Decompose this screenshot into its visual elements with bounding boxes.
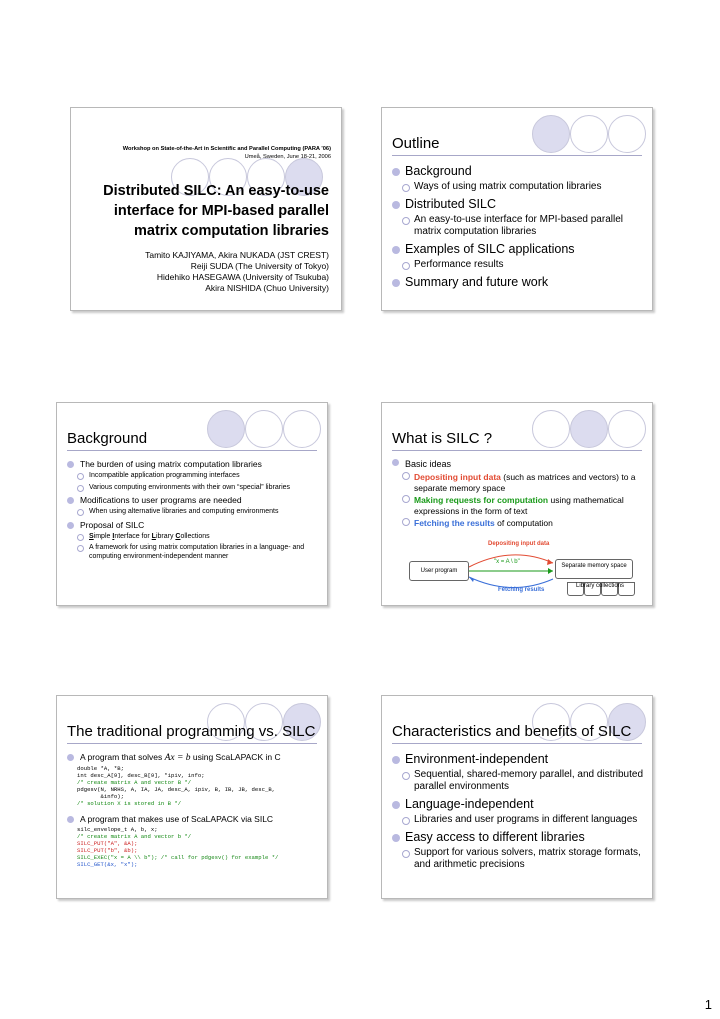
author: Reiji SUDA (The University of Tokyo) — [190, 261, 329, 271]
silc-diagram — [382, 539, 652, 605]
title-divider — [392, 743, 642, 744]
bullet: A program that makes use of ScaLAPACK via SILC — [67, 814, 319, 824]
bullet — [67, 752, 319, 763]
fetching-label: Fetching results — [498, 587, 545, 593]
slide-title-text: What is SILC ? — [392, 430, 493, 447]
code-line-put: SILC_PUT("A", &A); — [77, 840, 138, 848]
decor-circle — [570, 115, 608, 153]
slide-title-text: The traditional programming vs. SILC — [67, 723, 316, 740]
decor-circle — [532, 115, 570, 153]
author: Akira NISHIDA (Chuo University) — [205, 283, 329, 293]
sub-bullet: Libraries and user programs in different languages — [392, 814, 644, 826]
code-line-exec: SILC_EXEC("x = A \\ b"); /* call for pdgesv() for example */ — [77, 854, 279, 862]
code-line: silc_envelope_t A, b, x; — [77, 826, 158, 834]
sub-bullet: When using alternative libraries and computing environments — [67, 508, 319, 517]
bullet: Background — [392, 164, 644, 178]
title-divider — [67, 743, 317, 744]
sub-bullet: An easy-to-use interface for MPI-based parallel matrix computation libraries — [392, 214, 644, 238]
slide-body — [392, 459, 644, 531]
code-line: double *A, *B; — [77, 765, 124, 772]
bullet: Modifications to user programs are needed — [67, 495, 319, 505]
highlight-deposit: Depositing input data — [414, 472, 501, 482]
decor-circle — [608, 115, 646, 153]
bullet: Basic ideas — [392, 459, 644, 470]
presentation-title: Distributed SILC: An easy-to-use interface for MPI-based parallel matrix computation libraries — [103, 183, 329, 239]
slide-characteristics — [381, 695, 653, 899]
code-line: &info); — [77, 792, 124, 800]
title-divider — [67, 450, 317, 451]
sub-bullet — [392, 518, 644, 529]
bullet: Environment-independent — [392, 752, 644, 766]
slide-body — [392, 752, 644, 875]
bullet-text: A program that solves — [80, 752, 165, 762]
sub-bullet: Sequential, shared-memory parallel, and distributed parallel environments — [392, 769, 644, 793]
author-list — [145, 250, 329, 294]
sub-bullet — [392, 472, 644, 493]
acronym-letter: L — [151, 532, 156, 540]
slide-outline — [381, 107, 653, 311]
bullet: Summary and future work — [392, 275, 644, 289]
sub-bullet: Performance results — [392, 259, 644, 271]
code-comment: /* create matrix A and vector B */ — [77, 778, 192, 786]
slide-title-text: Background — [67, 430, 148, 447]
sub-bullet — [67, 533, 319, 542]
decor-circle — [532, 410, 570, 448]
slide-background — [56, 402, 328, 606]
sub-bullet: Support for various solvers, matrix storage formats, and arithmetic precisions — [392, 847, 644, 871]
bullet: Distributed SILC — [392, 197, 644, 211]
highlight-compute: Making requests for computation — [414, 495, 549, 505]
decor-circle — [207, 410, 245, 448]
author: Hidehiko HASEGAWA (University of Tsukuba) — [156, 272, 329, 282]
author: Tamito KAJIYAMA, Akira NUKADA (JST CREST) — [145, 250, 329, 260]
workshop-line: Workshop on State-of-the-Art in Scientific and Parallel Computing (PARA '06) — [122, 146, 331, 152]
code-silc — [77, 827, 319, 868]
decor-circle — [283, 410, 321, 448]
code-line-put: SILC_PUT("b", &b); — [77, 847, 138, 855]
bullet: Examples of SILC applications — [392, 242, 644, 256]
slide-title-text: Characteristics and benefits of SILC — [392, 723, 632, 740]
page-number: 1 — [704, 997, 712, 1012]
acronym-letter: I — [112, 532, 115, 540]
sub-bullet: A framework for using matrix computation libraries in a language- and computing environment-independent manner — [67, 544, 319, 561]
sub-bullet-text: (such as matrices and vectors) to a separate memory space — [414, 472, 636, 493]
acronym-letter: C — [175, 532, 181, 540]
code-line: pdgesv(N, NRHS, A, IA, JA, desc_A, ipiv, B, IB, JB, desc_B, — [77, 785, 276, 793]
equation: Ax = b — [164, 753, 191, 763]
title-divider — [392, 155, 642, 156]
depositing-label: Depositing input data — [488, 541, 550, 547]
decor-circle — [245, 410, 283, 448]
acronym-text: ollections — [180, 532, 210, 540]
decor-circle — [570, 410, 608, 448]
acronym-text: nterface for — [114, 532, 152, 540]
acronym-text: imple — [93, 532, 113, 540]
decor-circle — [608, 410, 646, 448]
bullet: Proposal of SILC — [67, 520, 319, 530]
library-label: Library collections — [575, 583, 625, 589]
bullet: The burden of using matrix computation libraries — [67, 459, 319, 469]
code-comment: /* create matrix A and vector b */ — [77, 833, 192, 841]
code-scalapack — [77, 766, 319, 807]
sub-bullet-text: using mathematical expressions in the form of text — [414, 495, 624, 516]
memory-space-box: Separate memory space — [555, 559, 633, 579]
sub-bullet — [392, 495, 644, 516]
slide-what-is-silc — [381, 402, 653, 606]
sub-bullet: Various computing environments with their own “special” libraries — [67, 484, 319, 493]
acronym-letter: S — [89, 532, 94, 540]
code-line: int desc_A[9], desc_B[9], *ipiv, info; — [77, 771, 205, 779]
user-program-box: User program — [409, 561, 469, 581]
bullet: Easy access to different libraries — [392, 830, 644, 844]
slide-body — [67, 459, 319, 564]
code-line-get: SILC_GET(&x, "x"); — [77, 860, 138, 868]
sub-bullet-text: of computation — [494, 518, 553, 528]
highlight-fetch: Fetching the results — [414, 518, 495, 528]
library-collections — [567, 582, 633, 598]
expression-label: "x = A \ b" — [494, 559, 520, 565]
title-divider — [392, 450, 642, 451]
venue-line: Umeå, Sweden, June 18-21, 2006 — [244, 154, 331, 160]
slide-title-text: Outline — [392, 135, 440, 152]
bullet: Language-independent — [392, 797, 644, 811]
sub-bullet: Ways of using matrix computation libraries — [392, 181, 644, 193]
slide-title — [70, 107, 342, 311]
slide-body — [67, 752, 319, 873]
bullet-text: using ScaLAPACK in C — [190, 752, 281, 762]
acronym-text: ibrary — [155, 532, 176, 540]
code-comment: /* solution X is stored in B */ — [77, 799, 182, 807]
slide-body — [392, 164, 644, 292]
sub-bullet: Incompatible application programming interfaces — [67, 472, 319, 481]
slide-traditional-vs-silc — [56, 695, 328, 899]
